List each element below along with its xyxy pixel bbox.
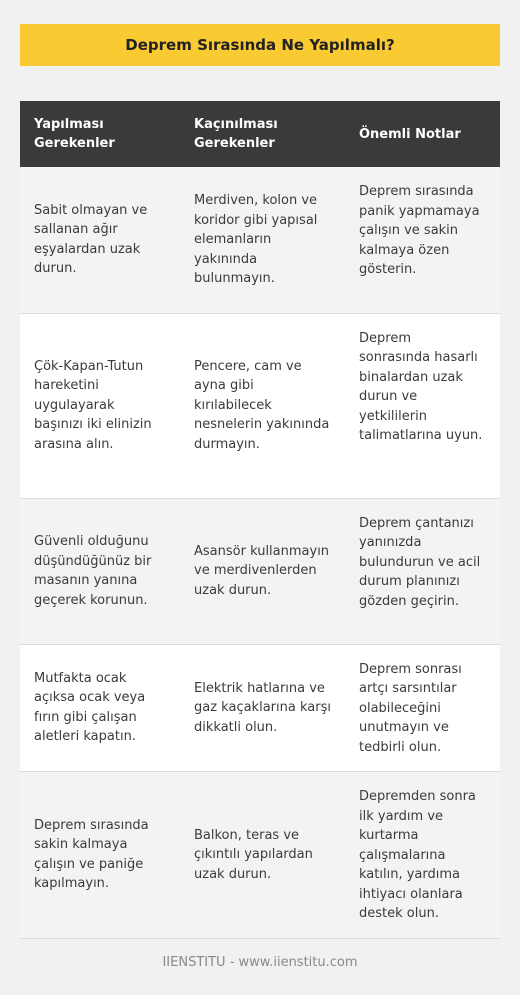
table-cell-dont: Balkon, teras ve çıkıntılı yapılardan uzak durun. [180, 772, 345, 939]
table-row [20, 313, 500, 498]
table-cell-note: Deprem sırasında panik yapmamaya çalışın ve sakin kalmaya özen gösterin. [345, 167, 500, 313]
table-cell-dont: Elektrik hatlarına ve gaz kaçaklarına karşı dikkatli olun. [180, 644, 345, 772]
table-cell-dont: Asansör kullanmayın ve merdivenlerden uzak durun. [180, 498, 345, 644]
table-row [20, 167, 500, 313]
table-row [20, 772, 500, 939]
title-banner [20, 24, 500, 66]
table-cell-do: Güvenli olduğunu düşündüğünüz bir masanın yanına geçerek korunun. [20, 498, 180, 644]
column-header-donts: Kaçınılması Gerekenler [180, 101, 345, 167]
table-cell-do: Deprem sırasında sakin kalmaya çalışın ve paniğe kapılmayın. [20, 772, 180, 939]
table-cell-do: Mutfakta ocak açıksa ocak veya fırın gibi çalışan aletleri kapatın. [20, 644, 180, 772]
table-cell-note: Deprem sonrasında hasarlı binalardan uzak durun ve yetkililerin talimatlarına uyun. [345, 313, 500, 498]
page-title: Deprem Sırasında Ne Yapılmalı? [125, 36, 395, 54]
column-header-notes: Önemli Notlar [345, 101, 500, 167]
table-cell-do: Sabit olmayan ve sallanan ağır eşyalardan uzak durun. [20, 167, 180, 313]
table-cell-dont: Pencere, cam ve ayna gibi kırılabilecek nesnelerin yakınında durmayın. [180, 313, 345, 498]
table-row [20, 498, 500, 644]
table-header-row [20, 101, 500, 167]
table-cell-note: Depremden sonra ilk yardım ve kurtarma çalışmalarına katılın, yardıma ihtiyacı olanlara destek olun. [345, 772, 500, 939]
table-cell-dont: Merdiven, kolon ve koridor gibi yapısal elemanların yakınında bulunmayın. [180, 167, 345, 313]
column-header-dos: Yapılması Gerekenler [20, 101, 180, 167]
earthquake-guide-table [20, 101, 500, 939]
table-row [20, 644, 500, 772]
table-cell-note: Deprem sonrası artçı sarsıntılar olabileceğini unutmayın ve tedbirli olun. [345, 644, 500, 772]
table-cell-do: Çök-Kapan-Tutun hareketini uygulayarak başınızı iki elinizin arasına alın. [20, 313, 180, 498]
table-cell-note: Deprem çantanızı yanınızda bulundurun ve acil durum planınızı gözden geçirin. [345, 498, 500, 644]
footer-credit: IIENSTITU - www.iienstitu.com [162, 955, 358, 970]
